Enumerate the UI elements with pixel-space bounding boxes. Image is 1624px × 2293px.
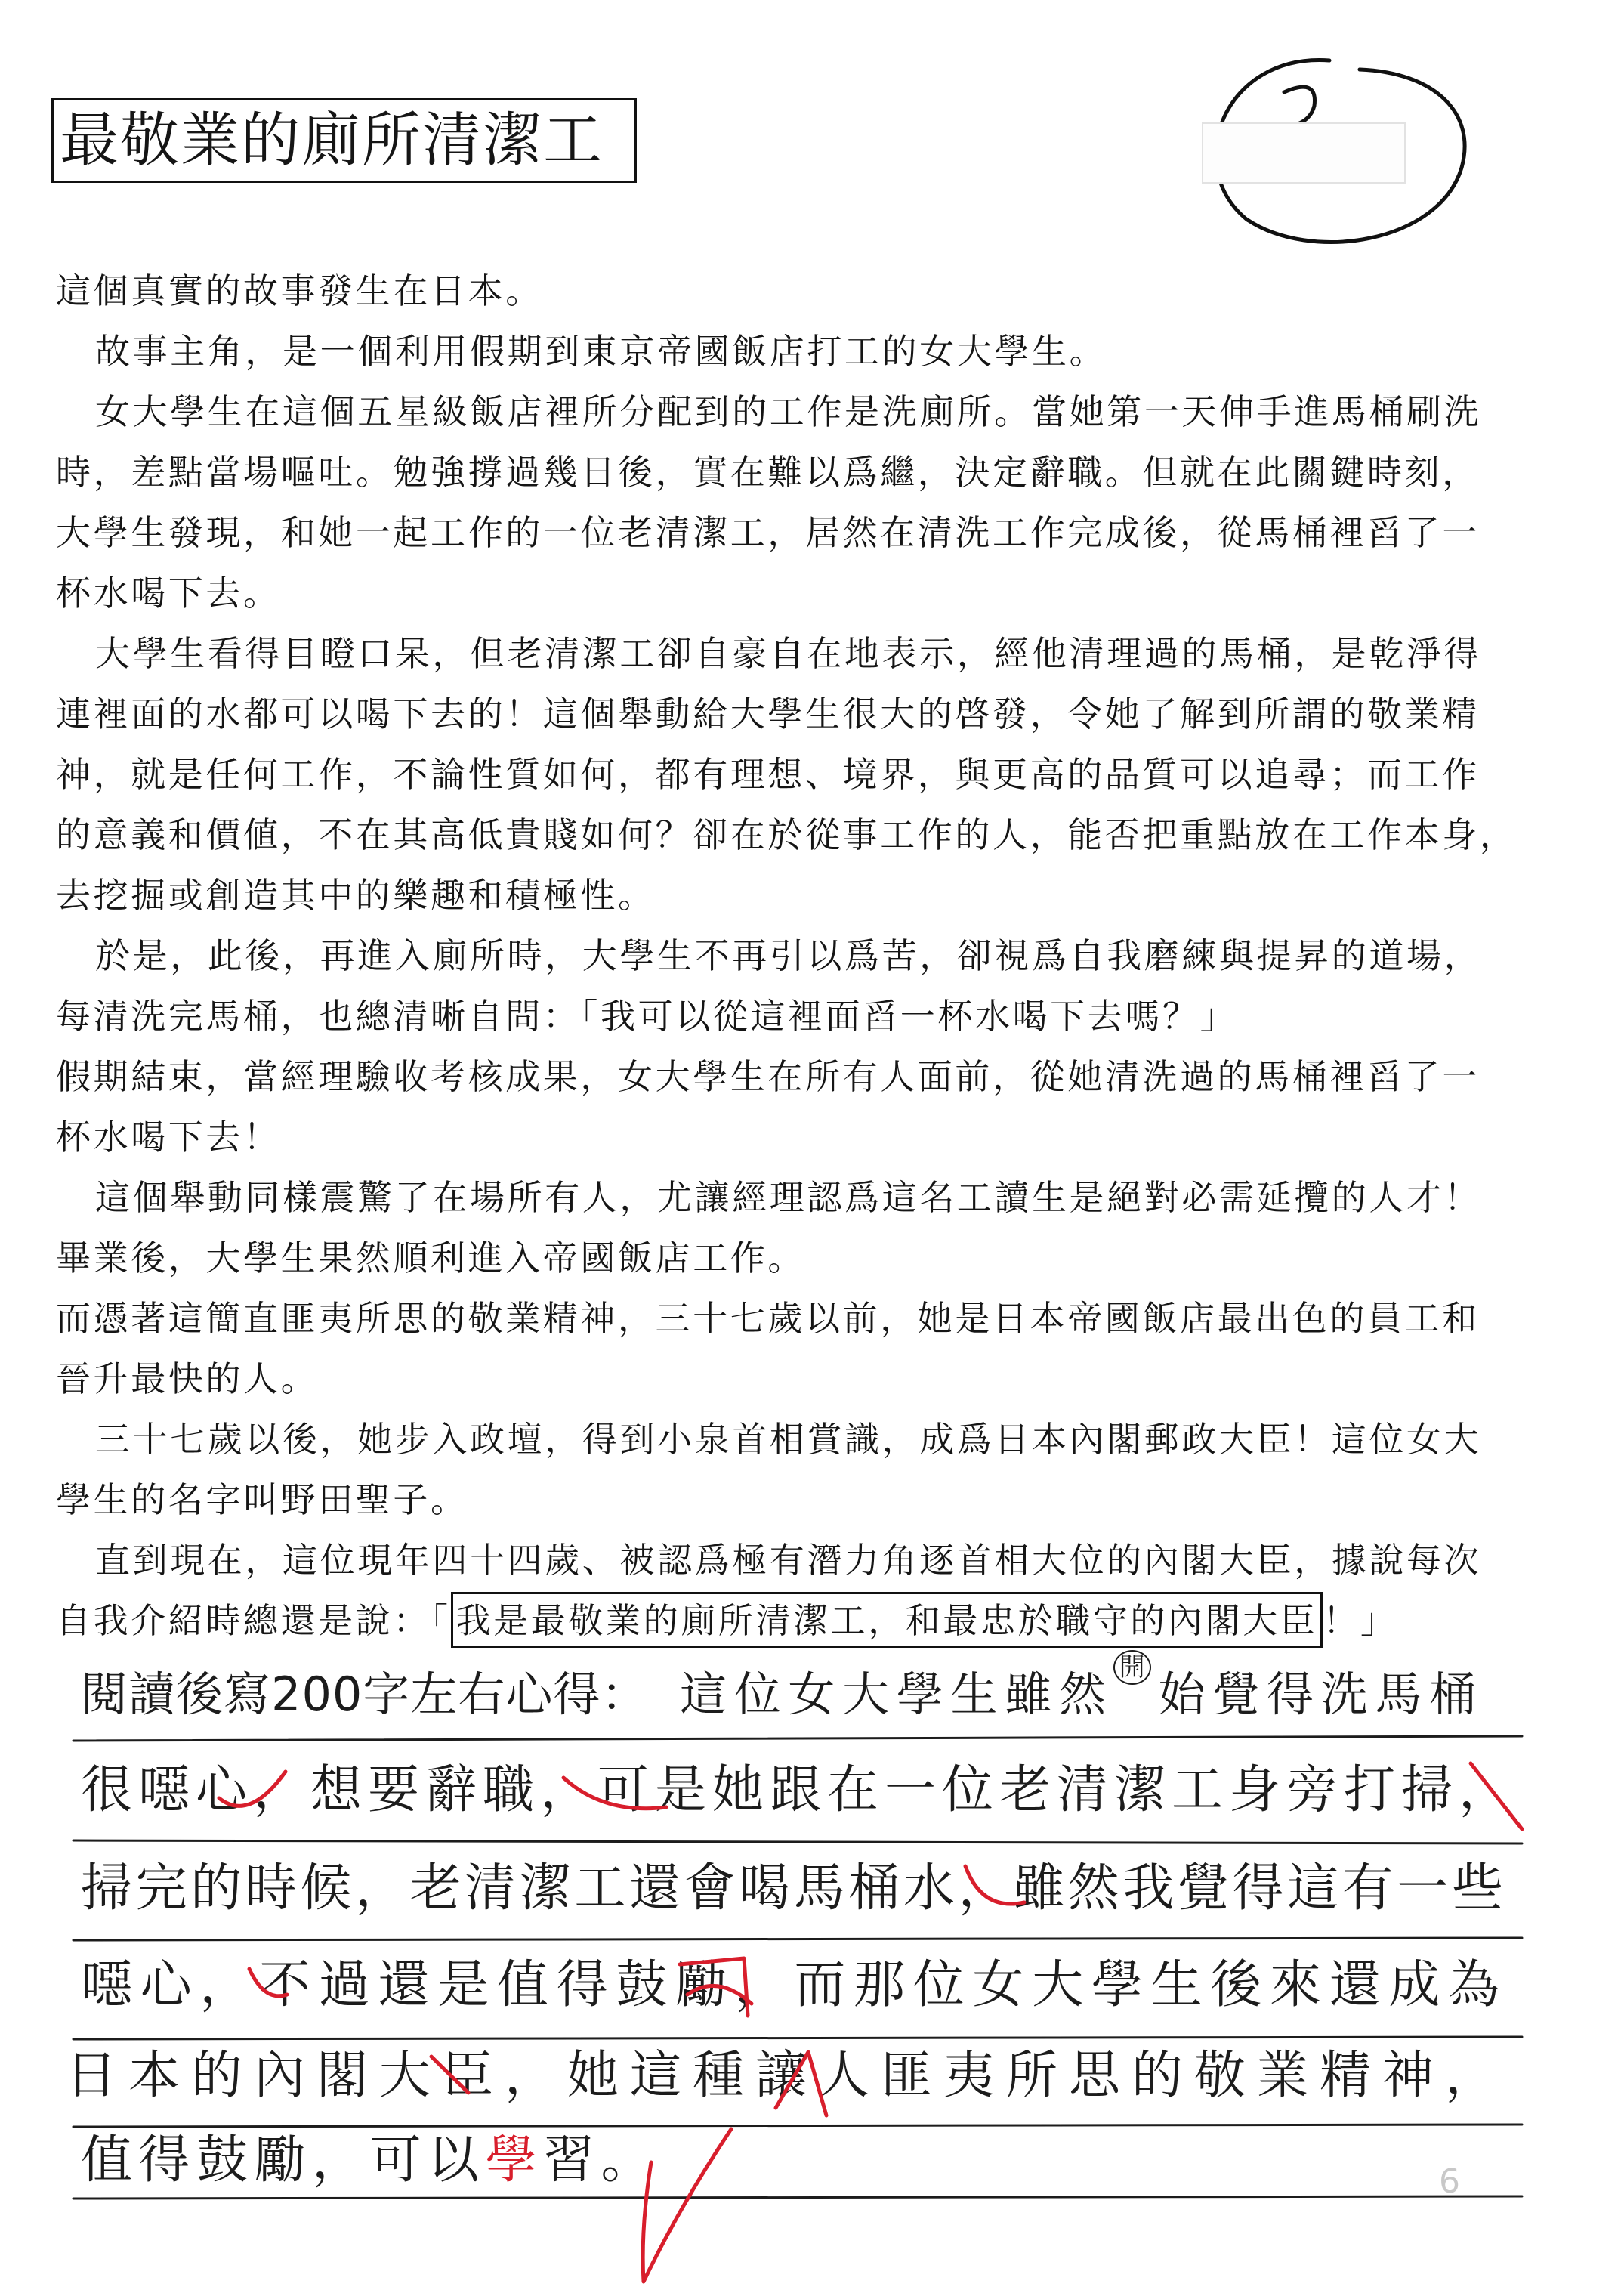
closing-prefix: 自我介紹時總還是說：「 [56,1600,451,1641]
article-line: 神，就是任何工作，不論性質如何，都有理想、境界，與更高的品質可以追尋；而工作 [56,754,1480,795]
red-corrected-char: 學 [485,2131,544,2190]
article-line: 三十七歲以後，她步入政壇，得到小泉首相賞識，成爲日本內閣郵政大臣！這位女大 [95,1419,1482,1460]
article-line: 大學生發現，和她一起工作的一位老清潔工，居然在清洗工作完成後，從馬桶裡舀了一 [56,512,1480,553]
response-line1-start: 這位女大學生雖然 [680,1667,1113,1722]
score-digit-stroke [1284,87,1315,125]
writing-rule [73,1840,1522,1843]
white-out-patch [1203,123,1405,183]
article-line: 連裡面的水都可以喝下去的！這個舉動給大學生很大的啓發，令她了解到所謂的敬業精 [56,694,1480,734]
article-body [56,261,1567,1651]
article-line: 假期結束，當經理驗收考核成果，女大學生在所有人面前，從她清洗過的馬桶裡舀了一 [56,1056,1480,1097]
article-line: 故事主角，是一個利用假期到東京帝國飯店打工的女大學生。 [95,331,1107,372]
response-line [81,2131,659,2190]
response-line: 噁心，不過還是值得鼓勵，而那位女大學生後來還成為 [81,1955,1508,2015]
response-line: 日本的內閣大臣，她這種讓人匪夷所思的敬業精神， [66,2046,1508,2106]
article-line: 大學生看得目瞪口呆，但老清潔工卻自豪自在地表示，經他清理過的馬桶，是乾淨得 [95,633,1482,674]
writing-rule [73,2196,1522,2199]
article-line: 直到現在，這位現年四十四歲、被認爲極有潛力角逐首相大位的內閣大臣，據說每次 [95,1540,1482,1581]
response-last-end: 習。 [543,2131,659,2190]
response-line1-end: 始覺得洗馬桶 [1158,1667,1484,1722]
writing-rule [73,1938,1522,1940]
article-line: 女大學生在這個五星級飯店裡所分配到的工作是洗廁所。當她第一天伸手進馬桶刷洗 [95,391,1482,432]
page-mark: 6 [1439,2162,1460,2201]
response-line: 掃完的時候，老清潔工還會喝馬桶水，雖然我覺得這有一些 [81,1859,1507,1918]
article-line: 這個舉動同樣震驚了在場所有人，尤讓經理認爲這名工讀生是絕對必需延攬的人才！ [95,1177,1482,1218]
article-closing-line [56,1590,1567,1651]
response-line: 很噁心，想要辭職，可是她跟在一位老清潔工身旁打掃， [81,1760,1517,1820]
response-prompt: 閱讀後寫200字左右心得： [81,1667,649,1722]
response-last-start: 值得鼓勵，可以 [81,2131,486,2190]
article-line: 畢業後，大學生果然順利進入帝國飯店工作。 [56,1238,805,1278]
writing-rule [73,2037,1522,2039]
writing-rule [73,2125,1522,2127]
article-line: 而憑著這簡直匪夷所思的敬業精神，三十七歲以前，她是日本帝國飯店最出色的員工和 [56,1298,1480,1339]
writing-rule [73,1736,1522,1741]
article-line: 去挖掘或創造其中的樂趣和積極性。 [56,875,656,916]
boxed-quote: 我是最敬業的廁所清潔工，和最忠於職守的內閣大臣 [451,1592,1323,1648]
inserted-correction: 開 [1113,1650,1151,1685]
score-circle-mark [1216,60,1465,243]
article-line: 學生的名字叫野田聖子。 [56,1479,468,1520]
article-line: 時，差點當場嘔吐。勉強撐過幾日後，實在難以爲繼，決定辭職。但就在此關鍵時刻， [56,452,1480,493]
article-line: 的意義和價値，不在其高低貴賤如何？卻在於從事工作的人，能否把重點放在工作本身， [56,814,1517,855]
article-line: 於是，此後，再進入廁所時，大學生不再引以爲苦，卻視爲自我磨練與提昇的道場， [95,935,1482,976]
closing-suffix: ！」 [1323,1600,1398,1641]
article-line: 每清洗完馬桶，也總清晰自問：「我可以從這裡面舀一杯水喝下去嗎？」 [56,996,1238,1037]
response-line [680,1652,1484,1722]
article-line: 這個真實的故事發生在日本。 [56,270,543,311]
title-box: 最敬業的廁所清潔工 [51,98,637,183]
article-line: 杯水喝下去！ [56,1117,281,1157]
article-line: 晉升最快的人。 [56,1358,319,1399]
article-line: 杯水喝下去。 [56,573,281,613]
